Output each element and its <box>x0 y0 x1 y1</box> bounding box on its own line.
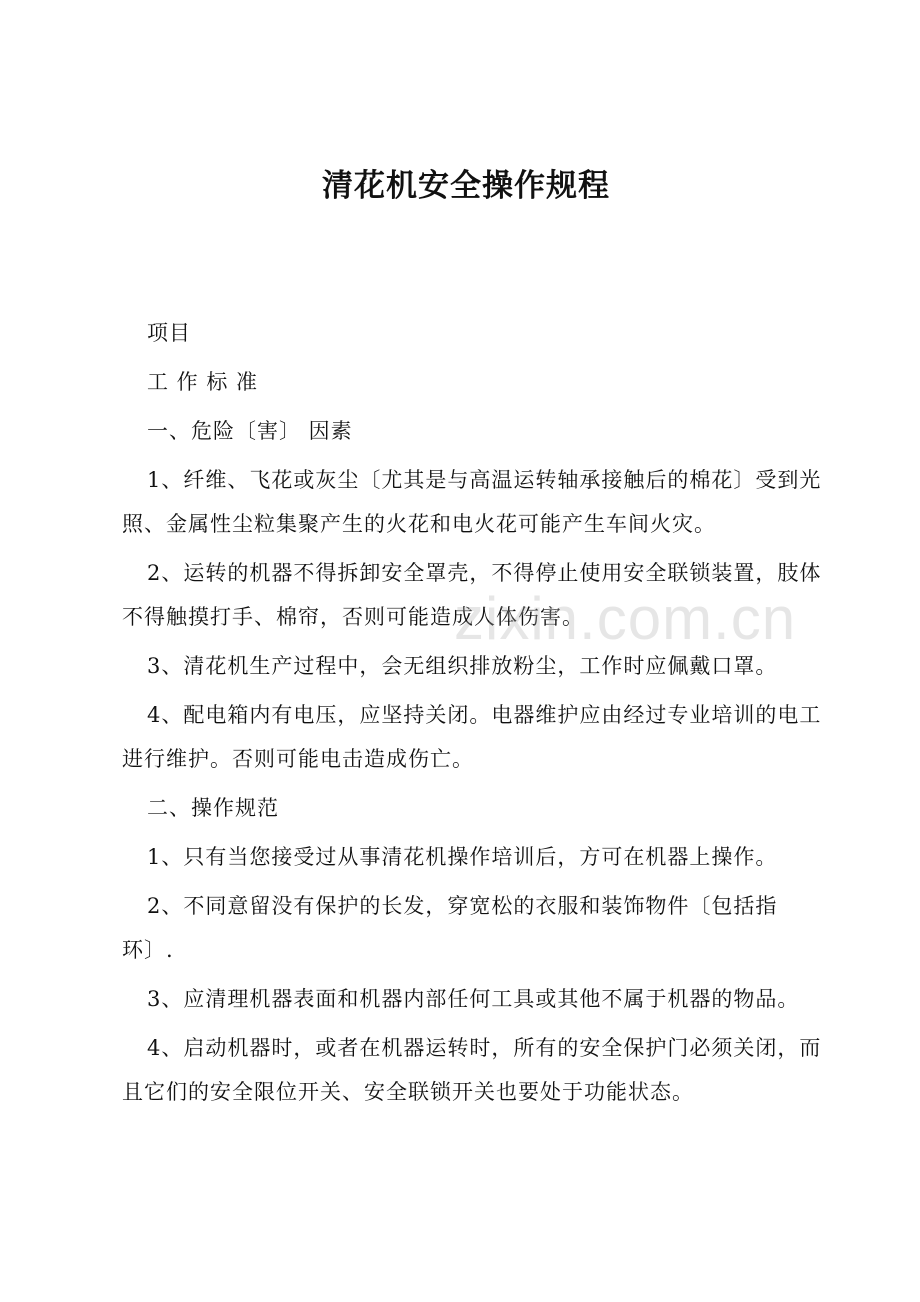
section-heading-operation: 二、操作规范 <box>147 796 279 820</box>
paragraph-work-standard: 工 作 标 准 <box>147 370 259 394</box>
document-title: 清花机安全操作规程 <box>322 168 610 204</box>
paragraph-project: 项目 <box>147 321 191 345</box>
operation-item-2: 2、不同意留没有保护的长发，穿宽松的衣服和装饰物件〔包括指环〕. <box>122 894 778 962</box>
document-body <box>122 311 822 1119</box>
operation-item-1: 1、只有当您接受过从事清花机操作培训后，方可在机器上操作。 <box>147 845 778 869</box>
operation-item-3: 3、应清理机器表面和机器内部任何工具或其他不属于机器的物品。 <box>147 987 800 1011</box>
section-heading-hazards: 一、危险〔害〕 因素 <box>147 419 353 443</box>
hazard-item-1: 1、纤维、飞花或灰尘〔尤其是与高温运转轴承接触后的棉花〕受到光照、金属性尘粒集聚产生的火花和电火花可能产生车间火灾。 <box>122 468 822 536</box>
watermark: zixin.com.cn <box>454 585 797 652</box>
hazard-item-3: 3、清花机生产过程中，会无组织排放粉尘，工作时应佩戴口罩。 <box>147 654 778 678</box>
operation-item-4: 4、启动机器时，或者在机器运转时，所有的安全保护门必须关闭，而且它们的安全限位开关、安全联锁开关也要处于功能状态。 <box>122 1036 822 1104</box>
hazard-item-4: 4、配电箱内有电压，应坚持关闭。电器维护应由经过专业培训的电工进行维护。否则可能电击造成伤亡。 <box>122 703 822 771</box>
hazard-item-2: 2、运转的机器不得拆卸安全罩壳，不得停止使用安全联锁装置，肢体不得触摸打手、棉帘，否则可能造成人体伤害。 <box>122 561 822 629</box>
